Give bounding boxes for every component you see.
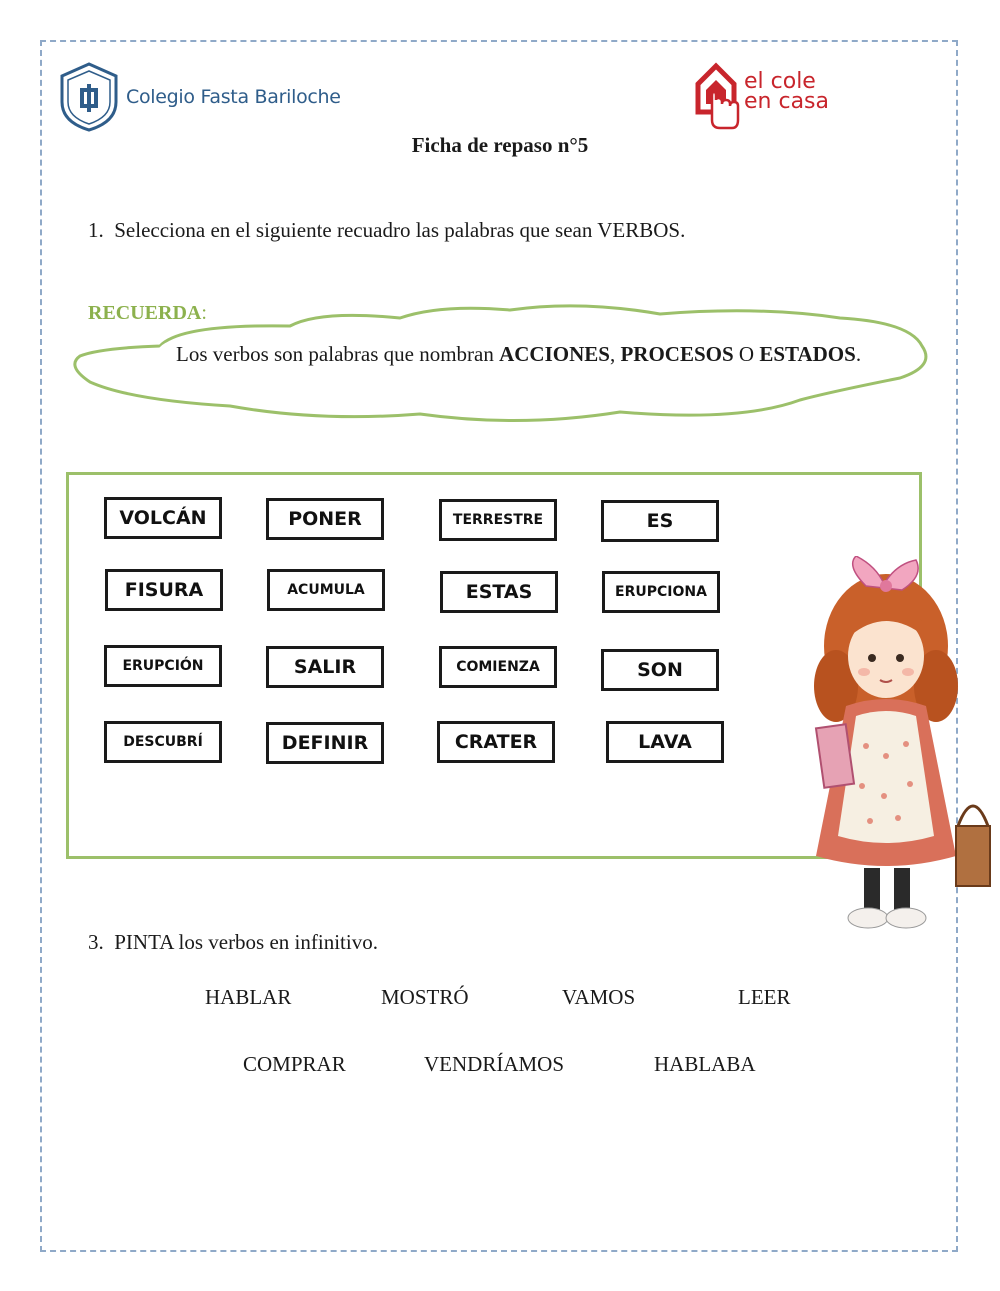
- paint-word[interactable]: VENDRÍAMOS: [424, 1052, 565, 1076]
- reminder-sep-1: ,: [609, 342, 621, 366]
- term-estados: ESTADOS: [759, 342, 856, 366]
- school-logo: [58, 62, 341, 132]
- girl-illustration: [806, 556, 996, 946]
- paint-word[interactable]: MOSTRÓ: [381, 985, 469, 1009]
- exercise-1-instruction: [88, 218, 685, 243]
- word-option[interactable]: SALIR: [266, 646, 384, 688]
- page-title: Ficha de repaso n°5: [411, 133, 589, 157]
- reminder-label: [88, 302, 207, 325]
- exercise-1-text: Selecciona en el siguiente recuadro las palabras que sean VERBOS.: [114, 218, 686, 242]
- word-option[interactable]: CRATER: [437, 721, 555, 763]
- word-option[interactable]: DEFINIR: [266, 722, 384, 764]
- paint-word[interactable]: HABLABA: [654, 1052, 756, 1076]
- word-option[interactable]: ES: [601, 500, 719, 542]
- word-option[interactable]: DESCUBRÍ: [104, 721, 222, 763]
- reminder-end: .: [855, 342, 862, 366]
- exercise-3-text: PINTA los verbos en infinitivo.: [114, 930, 378, 954]
- exercise-3-number: 3.: [88, 930, 104, 954]
- paint-word[interactable]: HABLAR: [205, 985, 292, 1009]
- brand-line-2: en casa: [744, 89, 829, 114]
- paint-word[interactable]: COMPRAR: [243, 1052, 346, 1076]
- term-acciones: ACCIONES: [499, 342, 610, 366]
- school-seal-icon: [58, 62, 120, 132]
- word-option[interactable]: COMIENZA: [439, 646, 557, 688]
- word-option[interactable]: FISURA: [105, 569, 223, 611]
- school-name: Colegio Fasta Bariloche: [126, 86, 341, 108]
- exercise-3-instruction: [88, 930, 378, 955]
- house-hand-icon: [694, 62, 740, 132]
- brand-line-1: el cole: [744, 69, 816, 94]
- reminder-label-text: RECUERDA: [88, 302, 202, 324]
- paint-word[interactable]: VAMOS: [562, 985, 636, 1009]
- word-option[interactable]: SON: [601, 649, 719, 691]
- cole-en-casa-logo: [694, 62, 829, 132]
- word-option[interactable]: ACUMULA: [267, 569, 385, 611]
- word-option[interactable]: TERRESTRE: [439, 499, 557, 541]
- reminder-intro: Los verbos son palabras que nombran: [176, 342, 500, 366]
- word-option[interactable]: ERUPCIONA: [602, 571, 720, 613]
- word-option[interactable]: PONER: [266, 498, 384, 540]
- word-option[interactable]: VOLCÁN: [104, 497, 222, 539]
- paint-word[interactable]: LEER: [738, 985, 791, 1009]
- word-option[interactable]: LAVA: [606, 721, 724, 763]
- reminder-label-colon: :: [201, 302, 207, 324]
- word-option[interactable]: ESTAS: [440, 571, 558, 613]
- term-procesos: PROCESOS: [620, 342, 734, 366]
- reminder-sep-2: O: [733, 342, 760, 366]
- word-option[interactable]: ERUPCIÓN: [104, 645, 222, 687]
- exercise-1-number: 1.: [88, 218, 104, 242]
- reminder-text: [176, 342, 861, 367]
